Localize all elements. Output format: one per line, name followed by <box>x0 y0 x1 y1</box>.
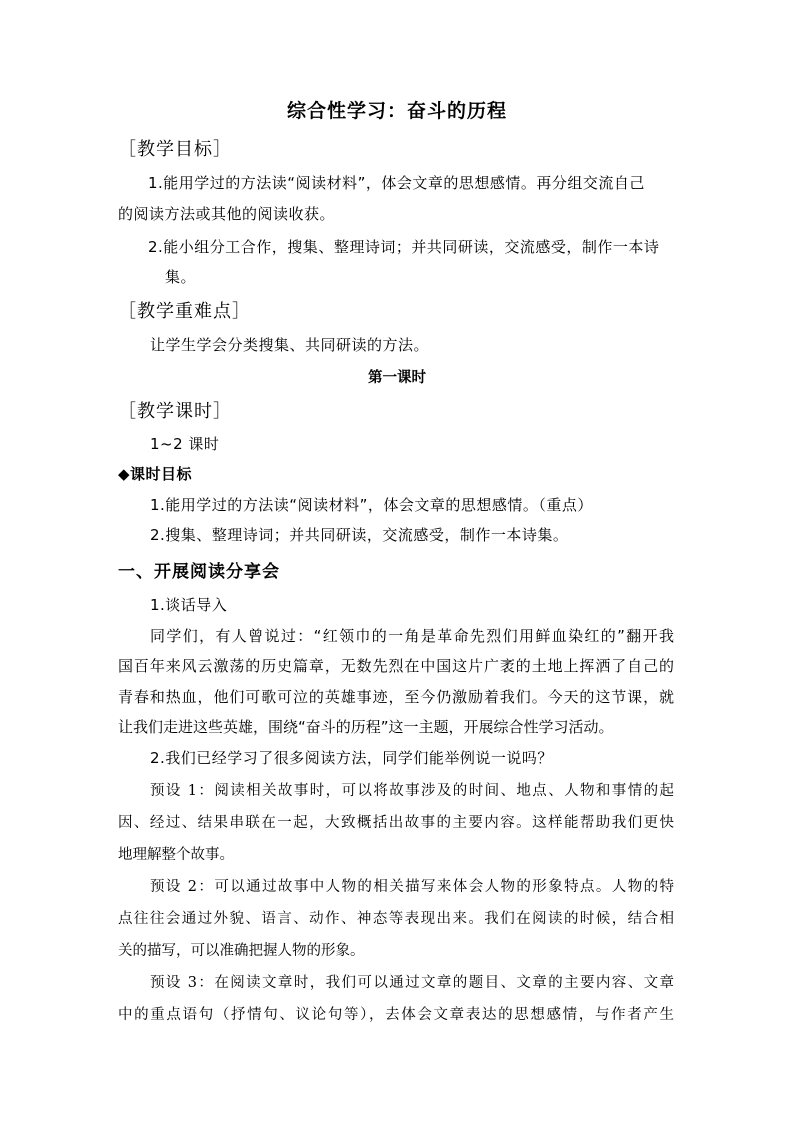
intro-title: 1.谈话导入 <box>150 596 228 614</box>
preset-3-line-2: 中的重点语句（抒情句、议论句等），去体会文章表达的思想感情，与作者产生 <box>118 1007 674 1023</box>
class-goal-2: 2.搜集、整理诗词；并共同研读，交流感受，制作一本诗集。 <box>150 526 569 544</box>
part-1-heading: 一、开展阅读分享会 <box>118 562 280 582</box>
intro-paragraph-line-3: 青春和热血，他们可歌可泣的英雄事迹，至今仍激励着我们。今天的这节课，就 <box>118 688 674 706</box>
preset-3-line-1: 预设 3：在阅读文章时，我们可以通过文章的题目、文章的主要内容、文章 <box>150 975 674 991</box>
intro-paragraph-line-1: 同学们，有人曾说过：“红领巾的一角是革命先烈们用鲜血染红的”翻开我 <box>150 627 674 645</box>
lesson-title: 第一课时 <box>368 370 426 386</box>
class-hours-text: 1~2 课时 <box>150 435 220 453</box>
intro-paragraph-line-2: 国百年来风云激荡的历史篇章，无数先烈在中国这片广袤的土地上挥洒了自己的 <box>118 657 674 675</box>
section-heading-teaching-goals: ［教学目标］ <box>118 139 232 160</box>
class-goal-heading: ◆课时目标 <box>118 465 193 483</box>
goal-2-line-2: 集。 <box>165 268 197 286</box>
section-heading-class-hours: ［教学课时］ <box>118 401 232 422</box>
preset-1-line-2: 因、经过、结果串联在一起，大致概括出故事的主要内容。这样能帮助我们更快 <box>118 815 674 831</box>
key-point-text: 让学生学会分类搜集、共同研读的方法。 <box>150 336 430 354</box>
goal-1-line-2: 的阅读方法或其他的阅读收获。 <box>118 205 336 223</box>
class-goal-1: 1.能用学过的方法读“阅读材料”，体会文章的思想感情。（重点） <box>150 496 593 514</box>
intro-paragraph-line-4: 让我们走进这些英雄，围绕“奋斗的历程”这一主题，开展综合性学习活动。 <box>118 718 614 736</box>
section-heading-key-points: ［教学重难点］ <box>118 301 251 322</box>
page-title: 综合性学习：奋斗的历程 <box>286 100 507 122</box>
preset-1-line-3: 地理解整个故事。 <box>118 847 234 863</box>
preset-2-line-1: 预设 2：可以通过故事中人物的相关描写来体会人物的形象特点。人物的特 <box>150 879 674 895</box>
goal-2-line-1: 2.能小组分工合作，搜集、整理诗词；并共同研读，交流感受，制作一本诗 <box>148 238 660 256</box>
goal-1-line-1: 1.能用学过的方法读“阅读材料”，体会文章的思想感情。再分组交流自己 <box>148 174 645 192</box>
preset-1-line-1: 预设 1：阅读相关故事时，可以将故事涉及的时间、地点、人物和事情的起 <box>150 783 674 799</box>
question-2: 2.我们已经学习了很多阅读方法，同学们能举例说一说吗？ <box>150 749 553 767</box>
preset-2-line-2: 点往往会通过外貌、语言、动作、神态等表现出来。我们在阅读的时候，结合相 <box>118 911 674 927</box>
preset-2-line-3: 关的描写，可以准确把握人物的形象。 <box>118 943 365 959</box>
